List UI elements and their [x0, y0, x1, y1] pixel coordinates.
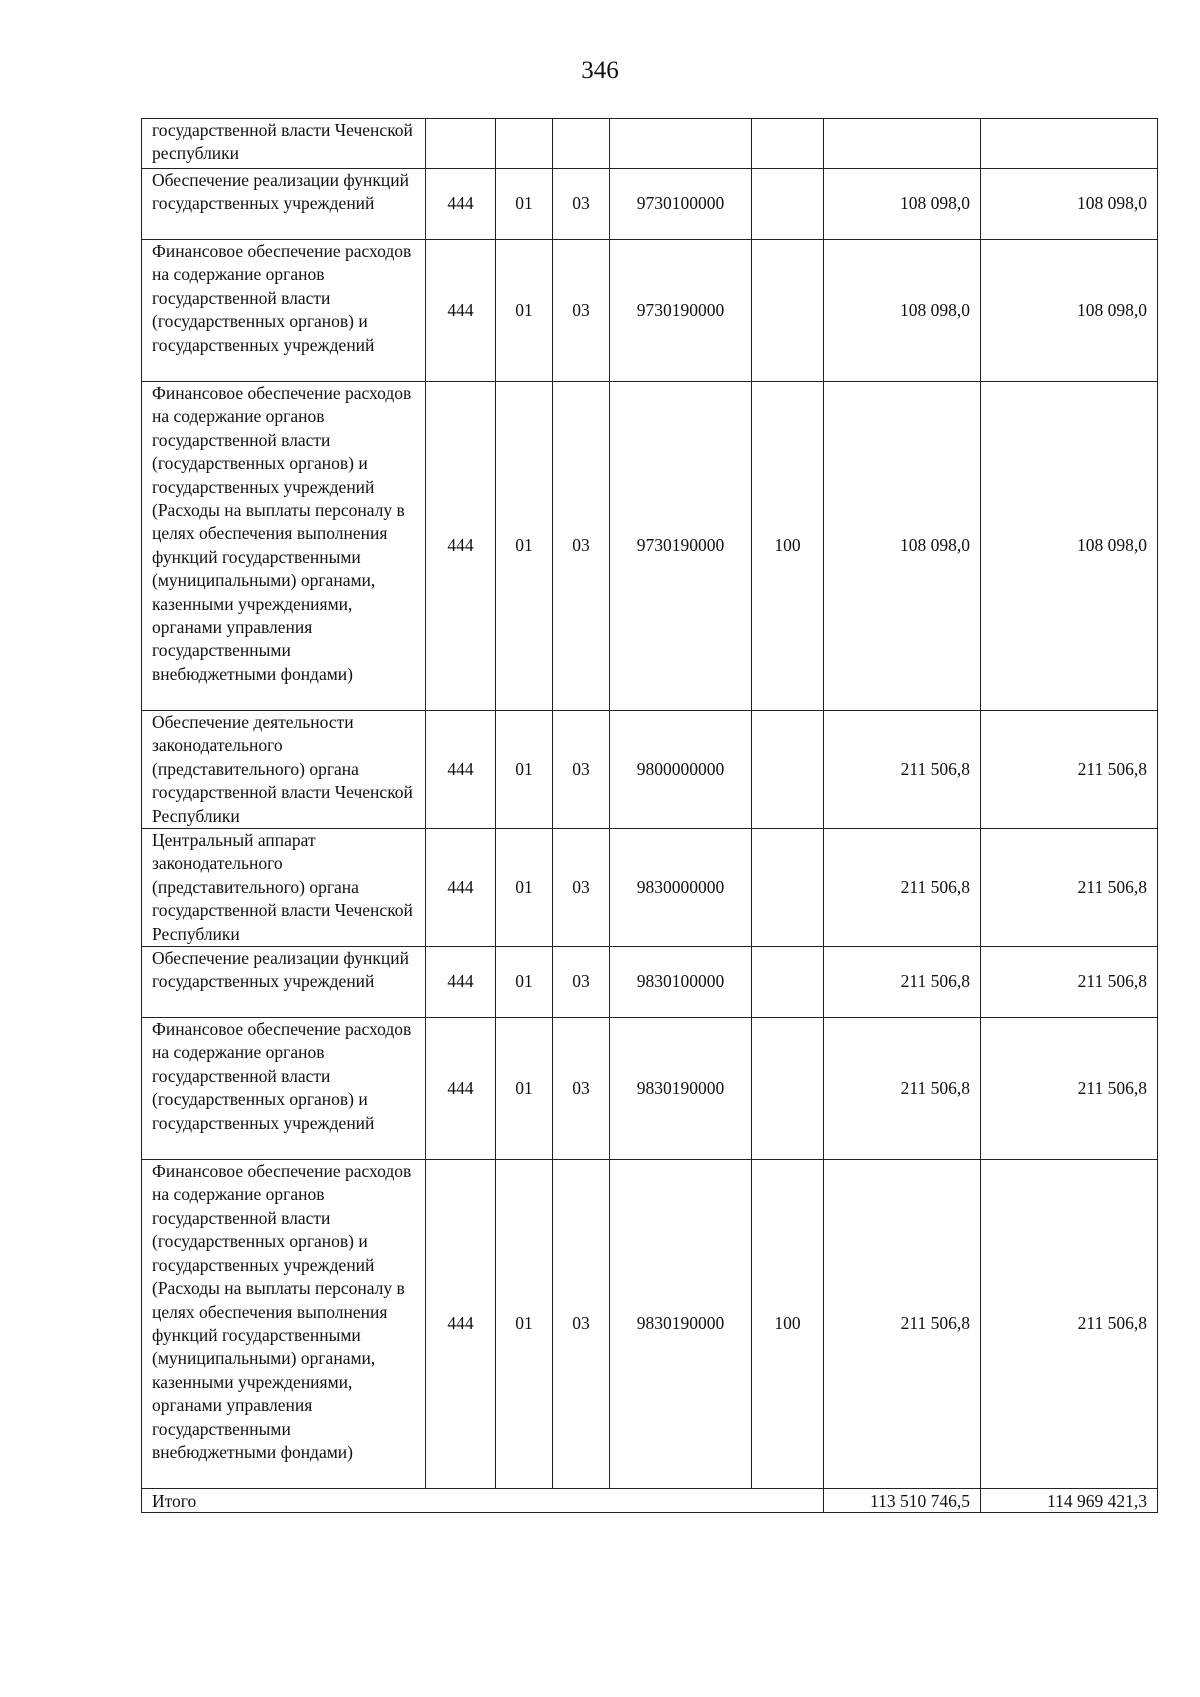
cell-code-2	[496, 119, 553, 169]
cell-code-2: 01	[496, 947, 553, 1018]
cell-code-1: 444	[426, 947, 496, 1018]
cell-code-2: 01	[496, 240, 553, 382]
row-name: Обеспечение деятельности законодательного (представительного) органа государственной власти Чеченской Республики	[142, 711, 426, 829]
cell-value-2: 211 506,8	[981, 947, 1158, 1018]
cell-value-2: 211 506,8	[981, 711, 1158, 829]
cell-code-3: 03	[553, 829, 610, 947]
row-name: Финансовое обеспечение расходов на содержание органов государственной власти (государственных органов) и государственных учреждений	[142, 240, 426, 382]
total-value-1: 113 510 746,5	[824, 1489, 981, 1513]
cell-code-3: 03	[553, 1018, 610, 1160]
cell-code-1: 444	[426, 169, 496, 240]
cell-value-1: 211 506,8	[824, 711, 981, 829]
cell-value-1	[824, 119, 981, 169]
cell-code-3: 03	[553, 382, 610, 711]
cell-code-2: 01	[496, 1160, 553, 1489]
cell-value-1: 211 506,8	[824, 829, 981, 947]
budget-table	[141, 118, 1158, 1513]
total-label: Итого	[142, 1489, 824, 1513]
table-row	[142, 829, 1158, 947]
row-name: Обеспечение реализации функций государственных учреждений	[142, 947, 426, 1018]
cell-code-5	[752, 169, 824, 240]
total-row	[142, 1489, 1158, 1513]
cell-code-2: 01	[496, 169, 553, 240]
cell-code-3: 03	[553, 169, 610, 240]
cell-code-1: 444	[426, 1160, 496, 1489]
table-row	[142, 711, 1158, 829]
cell-value-2: 108 098,0	[981, 169, 1158, 240]
cell-value-2: 211 506,8	[981, 1018, 1158, 1160]
cell-value-1: 108 098,0	[824, 382, 981, 711]
cell-code-1: 444	[426, 382, 496, 711]
cell-value-1: 211 506,8	[824, 947, 981, 1018]
cell-code-4: 9730190000	[610, 382, 752, 711]
cell-code-1: 444	[426, 711, 496, 829]
cell-code-5	[752, 711, 824, 829]
cell-code-4: 9730100000	[610, 169, 752, 240]
cell-code-3: 03	[553, 947, 610, 1018]
cell-value-1: 211 506,8	[824, 1160, 981, 1489]
cell-code-5	[752, 1018, 824, 1160]
cell-value-2: 211 506,8	[981, 1160, 1158, 1489]
row-name: Финансовое обеспечение расходов на содержание органов государственной власти (государственных органов) и государственных учреждений (Расходы на выплаты персоналу в целях обеспечения выполнения функций государственными (муниципальными) органами, казенными учреждениями, органами управления государственными внебюджетными фондами)	[142, 382, 426, 711]
cell-code-2: 01	[496, 829, 553, 947]
cell-value-1: 211 506,8	[824, 1018, 981, 1160]
cell-code-1: 444	[426, 240, 496, 382]
cell-code-3: 03	[553, 240, 610, 382]
row-name: Финансовое обеспечение расходов на содержание органов государственной власти (государственных органов) и государственных учреждений	[142, 1018, 426, 1160]
cell-code-4: 9830000000	[610, 829, 752, 947]
table-row	[142, 382, 1158, 711]
cell-code-4: 9800000000	[610, 711, 752, 829]
row-name: Финансовое обеспечение расходов на содержание органов государственной власти (государственных органов) и государственных учреждений (Расходы на выплаты персоналу в целях обеспечения выполнения функций государственными (муниципальными) органами, казенными учреждениями, органами управления государственными внебюджетными фондами)	[142, 1160, 426, 1489]
row-name: Центральный аппарат законодательного (представительного) органа государственной власти Чеченской Республики	[142, 829, 426, 947]
cell-code-4: 9830190000	[610, 1160, 752, 1489]
cell-code-2: 01	[496, 711, 553, 829]
table-row	[142, 1018, 1158, 1160]
cell-value-1: 108 098,0	[824, 240, 981, 382]
total-value-2: 114 969 421,3	[981, 1489, 1158, 1513]
cell-code-5: 100	[752, 382, 824, 711]
table-row	[142, 240, 1158, 382]
cell-value-2: 211 506,8	[981, 829, 1158, 947]
cell-code-1: 444	[426, 1018, 496, 1160]
cell-code-2: 01	[496, 1018, 553, 1160]
cell-code-3: 03	[553, 1160, 610, 1489]
cell-value-2	[981, 119, 1158, 169]
cell-code-5	[752, 829, 824, 947]
cell-value-1: 108 098,0	[824, 169, 981, 240]
table-row	[142, 947, 1158, 1018]
cell-code-4: 9730190000	[610, 240, 752, 382]
table-row	[142, 169, 1158, 240]
cell-code-2: 01	[496, 382, 553, 711]
cell-code-1: 444	[426, 829, 496, 947]
cell-code-4	[610, 119, 752, 169]
cell-code-5	[752, 240, 824, 382]
table-row	[142, 1160, 1158, 1489]
cell-code-4: 9830190000	[610, 1018, 752, 1160]
cell-code-5	[752, 119, 824, 169]
row-name: Обеспечение реализации функций государственных учреждений	[142, 169, 426, 240]
page-number: 346	[581, 57, 619, 84]
row-name: государственной власти Чеченской республики	[142, 119, 426, 169]
cell-value-2: 108 098,0	[981, 240, 1158, 382]
cell-code-5	[752, 947, 824, 1018]
cell-code-3: 03	[553, 711, 610, 829]
cell-code-3	[553, 119, 610, 169]
table-row	[142, 119, 1158, 169]
cell-code-4: 9830100000	[610, 947, 752, 1018]
cell-value-2: 108 098,0	[981, 382, 1158, 711]
cell-code-1	[426, 119, 496, 169]
cell-code-5: 100	[752, 1160, 824, 1489]
